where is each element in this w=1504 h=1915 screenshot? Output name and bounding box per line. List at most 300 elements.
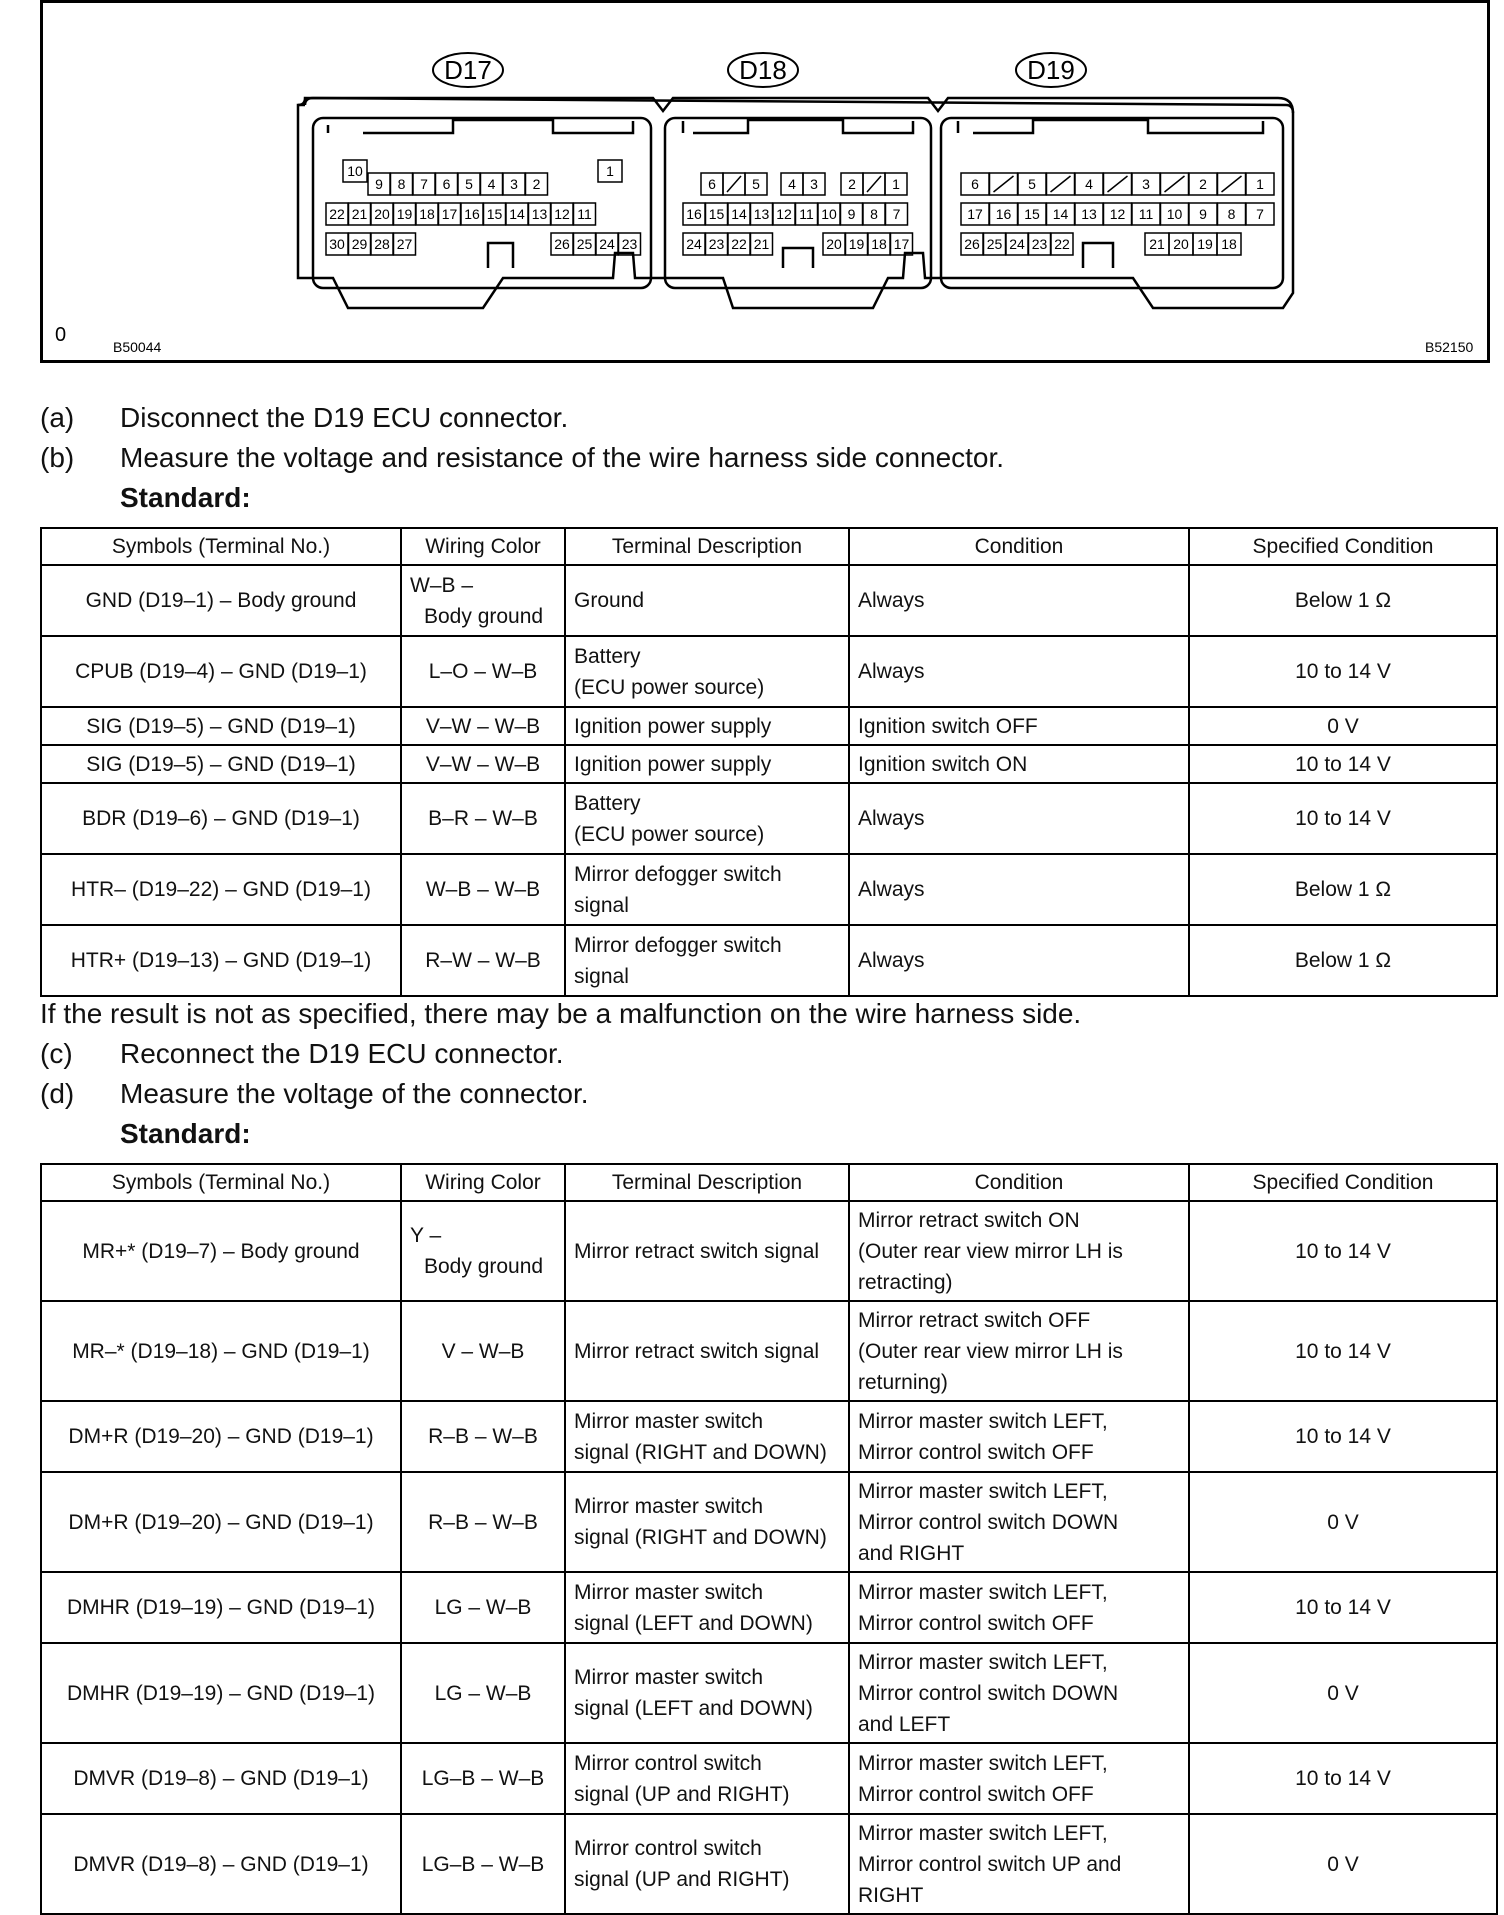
header-specified-condition: Specified Condition [1189,528,1497,565]
step-c-label: (c) [40,1038,73,1069]
symbol-cell: MR–* (D19–18) – GND (D19–1) [41,1301,401,1401]
standard-label-1: Standard: [120,482,251,513]
condition-cell-line: (Outer rear view mirror LH is [858,1239,1123,1263]
table-row [41,783,1497,854]
condition-cell [849,565,1189,636]
table-header-row [41,528,1497,565]
terminal-description-cell-line: Ground [574,589,645,612]
table-row [41,1743,1497,1814]
step-c [40,1034,589,1074]
symbol-cell: GND (D19–1) – Body ground [41,565,401,636]
pin-number: 8 [870,206,878,222]
pin-number: 13 [531,206,548,222]
pin-number: 26 [964,236,980,252]
pin-number: 17 [967,206,983,222]
table-header-row [41,1164,1497,1201]
pin-number: 5 [465,176,473,192]
pin-cell [781,173,803,195]
pin-cell [1029,233,1051,255]
symbol-cell: DMHR (D19–19) – GND (D19–1) [41,1572,401,1643]
header-symbols: Symbols (Terminal No.) [41,1164,401,1201]
harness-note: If the result is not as specified, there may be a malfunction on the wire harness side. [40,998,1082,1029]
pin-cell [371,233,393,255]
header-condition: Condition [849,528,1189,565]
wiring-color-cell-line: V–W – W–B [425,752,541,776]
pin-cell [1075,203,1103,225]
pin-cell [598,160,622,182]
terminal-description-cell-line: Mirror retract switch signal [574,1339,820,1363]
terminal-description-cell-line: signal (LEFT and DOWN) [574,1611,813,1635]
pin-number: 9 [847,206,856,222]
table-row [41,745,1497,783]
pin-number: 4 [487,176,496,192]
header-wiring-color: Wiring Color [401,528,565,565]
pin-number: 16 [995,206,1012,222]
symbol-cell: CPUB (D19–4) – GND (D19–1) [41,636,401,707]
pin-cell [796,203,818,225]
d19-label: D19 [1027,55,1075,85]
condition-cell-line: retracting) [858,1270,953,1294]
pin-cell [326,203,348,225]
condition-cell-line: Mirror master switch LEFT, [858,1751,1108,1775]
pin-number: 18 [1221,236,1237,252]
condition-cell-line: Always [858,949,925,972]
pin-cell [728,233,750,255]
symbol-cell: HTR+ (D19–13) – GND (D19–1) [41,925,401,996]
wiring-color-cell-line: LG–B – W–B [421,1767,545,1790]
pin-cell [803,173,825,195]
pin-number: 3 [810,176,818,192]
specified-condition-cell: 10 to 14 V [1189,1743,1497,1814]
wiring-color-cell [401,854,565,925]
wiring-color-cell [401,1201,565,1301]
pin-cell [551,233,573,255]
condition-cell-line: Always [858,878,925,901]
pin-number: 10 [347,163,363,179]
pin-number: 21 [1149,236,1165,252]
wiring-color-cell-line: W–B – W–B [425,878,541,901]
pin-cell [416,203,438,225]
condition-cell-line: Mirror master switch LEFT, [858,1580,1108,1604]
pin-number: 20 [374,206,390,222]
pin-number: 15 [486,206,503,222]
terminal-description-cell [565,1301,849,1401]
condition-cell-line: Ignition switch OFF [858,714,1038,738]
pin-cell [349,203,371,225]
pin-cell [885,173,907,195]
pin-number: 17 [893,236,910,252]
pin-cell [1161,173,1189,195]
pin-cell [891,233,913,255]
wiring-color-cell-line: R–W – W–B [425,949,541,972]
wiring-color-cell [401,745,565,783]
condition-cell-line: Always [858,660,925,683]
header-wiring-color: Wiring Color [401,1164,565,1201]
terminal-description-cell-line: Mirror master switch [574,1666,764,1689]
wiring-color-cell-line: R–B – W–B [428,1510,538,1534]
pin-number: 23 [708,236,725,252]
pin-number: 23 [1031,236,1048,252]
pin-cell [823,233,845,255]
pin-cell [961,233,983,255]
pin-cell [1051,233,1073,255]
pin-number: 25 [576,236,593,252]
pin-number: 11 [1138,206,1154,222]
condition-cell-line: Always [858,807,925,830]
pin-number: 9 [1199,206,1207,222]
pin-cell [990,173,1018,195]
terminal-description-cell-line: signal (RIGHT and DOWN) [574,1526,827,1549]
pin-cell [868,233,890,255]
condition-cell-line: Mirror retract switch ON [858,1208,1080,1232]
pin-cell [751,233,773,255]
specified-condition-cell: 10 to 14 V [1189,745,1497,783]
specified-condition-cell: 10 to 14 V [1189,636,1497,707]
condition-cell-line: Mirror master switch LEFT, [858,1650,1108,1674]
pin-number: 6 [971,176,979,192]
pin-number: 23 [621,236,638,252]
pin-cell [961,173,989,195]
condition-cell [849,1201,1189,1301]
condition-cell [849,1401,1189,1472]
pin-number: 20 [1173,236,1189,252]
pin-cell [529,203,551,225]
pin-number: 7 [892,206,901,222]
symbol-cell: MR+* (D19–7) – Body ground [41,1201,401,1301]
pin-cell [863,173,885,195]
pin-cell [1193,233,1217,255]
pin-cell [484,203,506,225]
pin-cell [1132,173,1160,195]
table-row [41,1814,1497,1914]
specified-condition-cell: 10 to 14 V [1189,783,1497,854]
wiring-color-cell [401,707,565,745]
pin-cell [343,160,367,182]
pin-cell [1246,203,1274,225]
condition-cell-line: Mirror control switch UP and [858,1852,1122,1876]
step-b [40,438,1004,478]
pin-cell [1104,203,1132,225]
pin-number: 26 [554,236,570,252]
symbol-cell: SIG (D19–5) – GND (D19–1) [41,745,401,783]
condition-cell-line: Mirror control switch DOWN [858,1510,1119,1534]
terminal-description-cell-line: signal [574,964,629,988]
condition-cell [849,1572,1189,1643]
condition-cell-line: and RIGHT [858,1541,965,1565]
pin-number: 15 [1024,206,1040,222]
condition-cell [849,854,1189,925]
pin-number: 11 [577,206,592,222]
pin-cell [961,203,989,225]
pin-cell [1006,233,1028,255]
d18-label: D18 [739,55,787,85]
terminal-description-cell-line: Battery [574,644,641,668]
pin-number: 28 [374,236,390,252]
pin-number: 7 [420,176,428,192]
pin-number: 14 [731,206,747,222]
step-b-label: (b) [40,442,75,473]
condition-cell [849,1301,1189,1401]
wiring-color-cell-line: Body ground [424,604,544,628]
pin-number: 6 [708,176,716,192]
table-row [41,1201,1497,1301]
symbol-cell: DMHR (D19–19) – GND (D19–1) [41,1643,401,1743]
pin-number: 21 [753,236,770,252]
pin-number: 19 [848,236,865,252]
pin-number: 19 [1197,236,1213,252]
pin-cell [391,173,413,195]
pin-cell [1189,173,1217,195]
terminal-description-cell-line: signal (RIGHT and DOWN) [574,1440,827,1464]
terminal-description-cell [565,1401,849,1472]
wiring-color-cell [401,1401,565,1472]
pin-number: 1 [892,176,900,192]
pin-number: 21 [351,206,368,222]
pin-cell [1132,203,1160,225]
pin-number: 1 [606,163,614,179]
condition-cell-line: Mirror master switch LEFT, [858,1821,1108,1845]
terminal-description-cell-line: signal (UP and RIGHT) [574,1782,790,1806]
pin-number: 12 [776,206,792,222]
terminal-description-cell-line: (ECU power source) [574,822,765,846]
terminal-description-cell-line: (ECU power source) [574,675,765,699]
terminal-description-cell-line: Mirror master switch [574,1409,764,1433]
wiring-color-cell-line: L–O – W–B [428,660,538,683]
pin-cell [1047,203,1075,225]
pin-number: 14 [509,206,525,222]
terminal-description-cell-line: signal [574,893,629,917]
wiring-color-cell-line: LG–B – W–B [421,1852,545,1876]
condition-cell-line: Always [858,589,925,612]
symbol-cell: DMVR (D19–8) – GND (D19–1) [41,1743,401,1814]
pin-cell [436,173,458,195]
condition-cell [849,707,1189,745]
terminal-description-cell-line: Mirror defogger switch [574,862,782,886]
pin-cell [1217,233,1241,255]
pin-cell [619,233,641,255]
pin-cell [394,233,416,255]
pin-cell [503,173,525,195]
pin-cell [1161,203,1189,225]
condition-cell-line: Mirror retract switch OFF [858,1308,1091,1332]
pin-number: 10 [821,206,837,222]
pin-cell [481,173,503,195]
connector-figure [40,0,1490,363]
terminal-description-cell-line: Ignition power supply [574,714,772,738]
pin-cell [551,203,573,225]
symbol-cell: HTR– (D19–22) – GND (D19–1) [41,854,401,925]
terminal-description-cell-line: Battery [574,791,641,815]
condition-cell [849,1743,1189,1814]
wiring-color-cell [401,1301,565,1401]
wiring-color-cell-line: LG – W–B [434,1681,532,1705]
pin-cell [841,173,863,195]
condition-cell-line: Mirror master switch LEFT, [858,1479,1108,1503]
pin-cell [506,203,528,225]
step-a [40,398,1004,438]
pin-number: 5 [1028,176,1036,192]
wiring-color-cell-line: V–W – W–B [425,714,541,738]
pin-cell [846,233,868,255]
pin-cell [841,203,863,225]
specified-condition-cell: 10 to 14 V [1189,1401,1497,1472]
symbol-cell: DMVR (D19–8) – GND (D19–1) [41,1814,401,1914]
pin-number: 7 [1256,206,1264,222]
pin-cell [574,203,596,225]
wiring-color-cell-line: LG – W–B [434,1596,532,1619]
pin-cell [683,233,705,255]
wiring-color-cell-line: Y – [410,1224,442,1247]
wiring-color-cell [401,1472,565,1572]
pin-number: 19 [396,206,413,222]
terminal-description-cell [565,1814,849,1914]
wiring-color-cell-line: W–B – [410,573,474,597]
table-row [41,1643,1497,1743]
condition-cell [849,783,1189,854]
step-d [40,1074,589,1114]
terminal-description-cell [565,565,849,636]
pin-cell [413,173,435,195]
wiring-color-cell [401,636,565,707]
pin-number: 15 [708,206,725,222]
pin-cell [706,233,728,255]
table-row [41,565,1497,636]
condition-cell-line: Mirror control switch OFF [858,1440,1094,1464]
pin-number: 13 [1081,206,1097,222]
pin-cell [1047,173,1075,195]
wiring-color-cell [401,783,565,854]
pin-cell [990,203,1018,225]
terminal-description-cell [565,1201,849,1301]
pin-cell [371,203,393,225]
pin-cell [701,173,723,195]
pin-cell [349,233,371,255]
pin-number: 30 [329,236,345,252]
pin-number: 22 [1054,236,1070,252]
pin-cell [574,233,596,255]
pin-number: 2 [532,176,541,192]
wiring-color-cell [401,1814,565,1914]
pin-number: 5 [752,176,760,192]
terminal-description-cell [565,925,849,996]
header-condition: Condition [849,1164,1189,1201]
pin-number: 24 [1009,236,1025,252]
symbol-cell: DM+R (D19–20) – GND (D19–1) [41,1401,401,1472]
condition-cell [849,1643,1189,1743]
header-symbols: Symbols (Terminal No.) [41,528,401,565]
table-row [41,1401,1497,1472]
pin-cell [326,233,348,255]
pin-cell [1145,233,1169,255]
step-d-label: (d) [40,1078,75,1109]
steps-group-1 [40,398,1004,478]
specified-condition-cell: 0 V [1189,1472,1497,1572]
specified-condition-cell: 10 to 14 V [1189,1572,1497,1643]
pin-cell [1169,233,1193,255]
table-row [41,854,1497,925]
pin-number: 8 [397,176,406,192]
pin-cell [773,203,795,225]
pin-number: 29 [351,236,368,252]
symbol-cell: SIG (D19–5) – GND (D19–1) [41,707,401,745]
pin-number: 16 [464,206,480,222]
terminal-description-cell [565,1472,849,1572]
pin-number: 17 [441,206,458,222]
pin-number: 18 [419,206,435,222]
pin-number: 10 [1166,206,1183,222]
terminal-description-cell-line: Mirror control switch [574,1751,762,1775]
pin-number: 22 [329,206,345,222]
table-row [41,1472,1497,1572]
specified-condition-cell: Below 1 Ω [1189,565,1497,636]
header-terminal-description: Terminal Description [565,1164,849,1201]
condition-cell-line: Mirror control switch DOWN [858,1681,1119,1705]
table-row [41,1572,1497,1643]
pin-cell [863,203,885,225]
specified-condition-cell: 0 V [1189,1814,1497,1914]
terminal-description-cell [565,1572,849,1643]
specified-condition-cell: 10 to 14 V [1189,1201,1497,1301]
pin-number: 20 [826,236,842,252]
pin-cell [439,203,461,225]
pin-number: 22 [731,236,747,252]
pin-number: 13 [753,206,770,222]
step-a-text: Disconnect the D19 ECU connector. [120,402,569,433]
condition-cell-line: Ignition switch ON [858,752,1028,776]
table-row [41,1301,1497,1401]
wiring-color-cell [401,1743,565,1814]
terminal-description-cell-line: signal (UP and RIGHT) [574,1868,790,1891]
symbol-cell: DM+R (D19–20) – GND (D19–1) [41,1472,401,1572]
pin-number: 3 [1142,176,1150,192]
d17-label: D17 [444,55,492,85]
terminal-description-cell-line: Mirror defogger switch [574,933,782,957]
terminal-description-cell [565,783,849,854]
pin-cell [526,173,548,195]
pin-number: 8 [1227,206,1236,222]
condition-cell [849,925,1189,996]
steps-group-2 [40,1034,589,1114]
header-specified-condition: Specified Condition [1189,1164,1497,1201]
pin-cell [984,233,1006,255]
pin-number: 16 [686,206,702,222]
wiring-color-cell-line: Body ground [424,1255,544,1278]
spec-table-harness [40,527,1498,997]
pin-cell [1218,173,1246,195]
pin-cell [1075,173,1103,195]
condition-cell-line: Mirror master switch LEFT, [858,1409,1108,1433]
pin-cell [745,173,767,195]
wiring-color-cell [401,565,565,636]
pin-number: 6 [442,176,451,192]
specified-condition-cell: 0 V [1189,707,1497,745]
terminal-description-cell-line: Mirror retract switch signal [574,1239,820,1263]
terminal-description-cell-line: Ignition power supply [574,752,772,776]
standard-label-2: Standard: [120,1118,251,1149]
pin-number: 14 [1052,206,1069,222]
pin-number: 12 [1109,206,1126,222]
pin-number: 2 [848,176,856,192]
condition-cell-line: Mirror control switch OFF [858,1782,1094,1806]
symbol-cell: BDR (D19–6) – GND (D19–1) [41,783,401,854]
terminal-description-cell-line: Mirror master switch [574,1495,764,1518]
pin-number: 27 [396,236,413,252]
terminal-description-cell [565,636,849,707]
pin-number: 1 [1256,176,1264,192]
pin-cell [706,203,728,225]
right-figure-code: B52150 [1425,339,1474,355]
step-c-text: Reconnect the D19 ECU connector. [120,1038,564,1069]
